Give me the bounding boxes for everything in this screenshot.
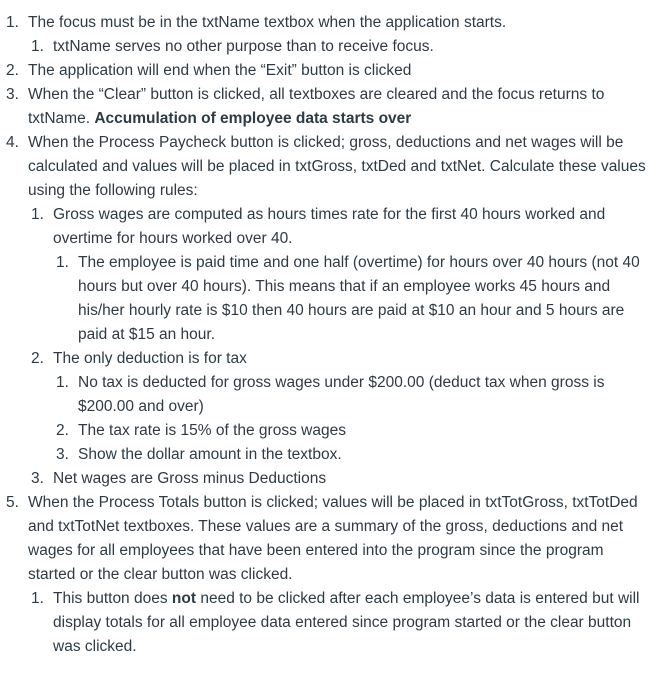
list-item — [0, 203, 661, 251]
list-number: 3. — [56, 446, 69, 463]
list-item — [0, 11, 661, 35]
list-text: Show the dollar amount in the textbox. — [78, 446, 342, 463]
list-number: 2. — [56, 422, 69, 439]
list-text: The employee is paid time and one half (overtime) for hours over 40 hours (not 40 hours but over 40 hours). This means that if an employee works 45 hours and his/her hourly rate is $10 then 40 hours are paid at $10 an hour and 5 hours are paid at $15 an hour. — [78, 254, 640, 343]
requirements-list — [0, 11, 661, 659]
list-number: 4. — [6, 134, 19, 151]
list-number: 5. — [6, 494, 19, 511]
list-text: When the “Clear” button is clicked, all textboxes are cleared and the focus returns to txtName. Accumulation of employee data starts over — [28, 86, 605, 127]
list-item — [0, 587, 661, 659]
list-text: No tax is deducted for gross wages under $200.00 (deduct tax when gross is $200.00 and over) — [78, 374, 605, 415]
list-item — [0, 443, 661, 467]
list-item — [0, 83, 661, 131]
list-text: The focus must be in the txtName textbox when the application starts. — [28, 14, 507, 31]
list-number: 2. — [6, 62, 19, 79]
list-item — [0, 251, 661, 347]
list-text: The application will end when the “Exit” button is clicked — [28, 62, 412, 79]
list-text: Gross wages are computed as hours times rate for the first 40 hours worked and overtime for hours worked over 40. — [53, 206, 606, 247]
list-item — [0, 491, 661, 587]
list-number: 1. — [6, 14, 19, 31]
list-item — [0, 35, 661, 59]
bold-emphasis: not — [171, 590, 197, 607]
list-item — [0, 131, 661, 203]
list-number: 1. — [56, 254, 69, 271]
list-number: 1. — [31, 590, 44, 607]
list-number: 1. — [56, 374, 69, 391]
list-number: 1. — [31, 38, 44, 55]
list-number: 1. — [31, 206, 44, 223]
list-text: When the Process Totals button is clicked; values will be placed in txtTotGross, txtTotDed and txtTotNet textboxes. These values are a summary of the gross, deductions and net wages for all employees that have been entered into the program since the program started or the clear button was clicked. — [28, 494, 638, 583]
list-text: Net wages are Gross minus Deductions — [53, 470, 327, 487]
list-number: 3. — [6, 86, 19, 103]
list-text: When the Process Paycheck button is clicked; gross, deductions and net wages will be calculated and values will be placed in txtGross, txtDed and txtNet. Calculate these values using the following rules: — [28, 134, 646, 199]
list-item — [0, 347, 661, 371]
list-number: 3. — [31, 470, 44, 487]
list-item — [0, 419, 661, 443]
list-text: txtName serves no other purpose than to receive focus. — [53, 38, 434, 55]
list-text: This button does not need to be clicked after each employee’s data is entered but will display totals for all employee data entered since program started or the clear button was clicked. — [53, 590, 640, 655]
list-item — [0, 467, 661, 491]
bold-emphasis: Accumulation of employee data starts over — [94, 110, 412, 127]
list-text: The only deduction is for tax — [53, 350, 247, 367]
list-number: 2. — [31, 350, 44, 367]
list-item — [0, 59, 661, 83]
list-text: The tax rate is 15% of the gross wages — [78, 422, 346, 439]
list-item — [0, 371, 661, 419]
